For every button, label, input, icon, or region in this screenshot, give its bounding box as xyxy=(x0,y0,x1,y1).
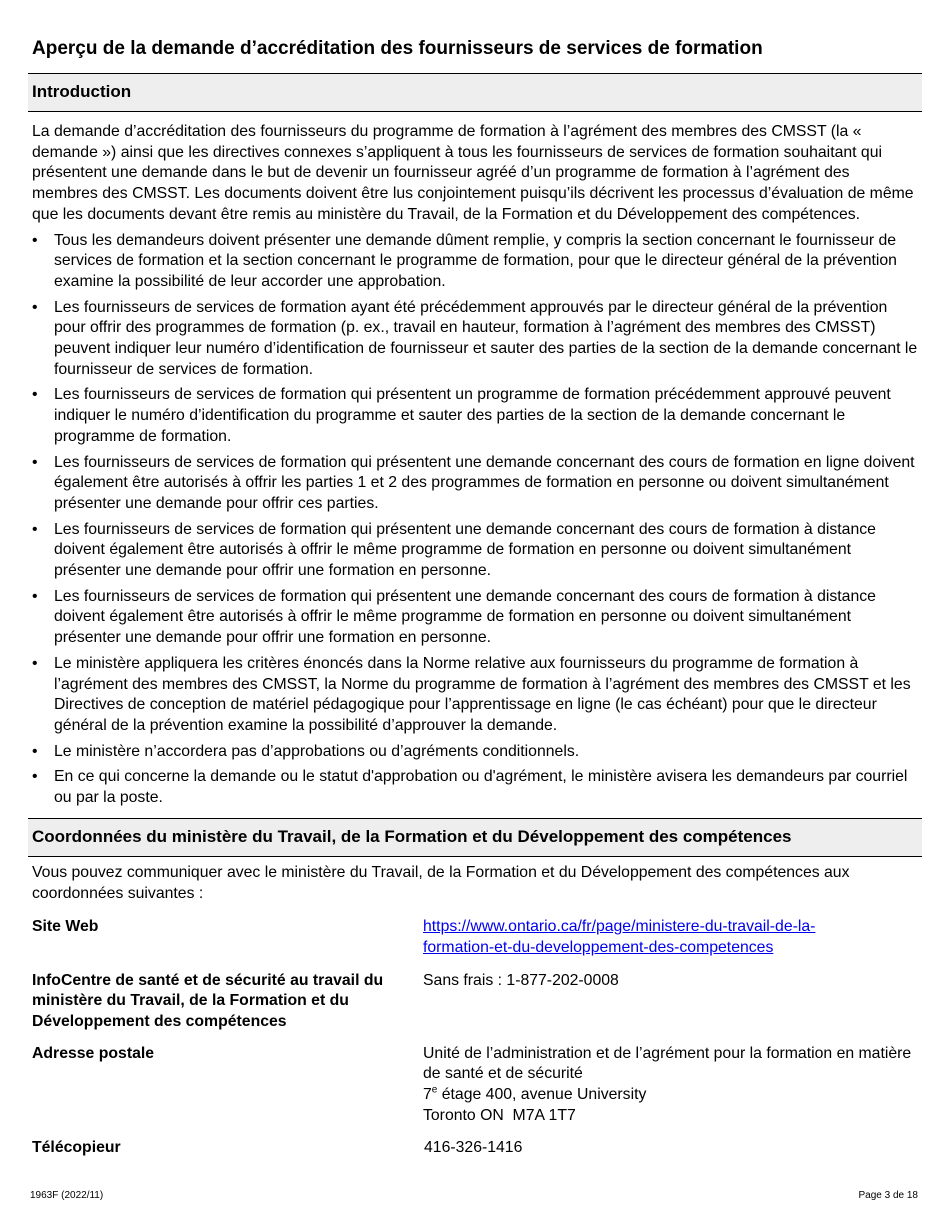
document-title: Aperçu de la demande d’accréditation des fournisseurs de services de formation xyxy=(32,38,763,59)
introduction-heading: Introduction xyxy=(28,73,922,112)
address-street: étage 400, avenue University xyxy=(437,1086,647,1104)
form-number: 1963F (2022/11) xyxy=(30,1190,104,1201)
introduction-section xyxy=(28,112,922,818)
infocentre-phone: Sans frais : 1-877-202-0008 xyxy=(423,971,619,989)
fax-label: Télécopieur xyxy=(32,1138,121,1156)
address-line-3: Toronto ON M7A 1T7 xyxy=(423,1106,576,1124)
bullet-item: • En ce qui concerne la demande ou le statut d'approbation ou d'agrément, le ministère avisera les demandeurs par courriel ou par la poste. xyxy=(32,767,918,808)
document-page xyxy=(28,0,922,1158)
address-value xyxy=(423,1044,918,1127)
website-value xyxy=(423,917,918,958)
bullet-item: • Les fournisseurs de services de formation qui présentent une demande concernant des cours de formation en ligne doivent également être autorisés à offrir les parties 1 et 2 des programmes de formation en personne ou doivent simultanément présenter une demande pour offrir ces parties. xyxy=(32,453,918,515)
website-label: Site Web xyxy=(32,918,99,936)
contact-section xyxy=(28,857,922,1158)
fax-value: 416-326-1416 xyxy=(424,1138,523,1156)
page-number: Page 3 de 18 xyxy=(858,1190,918,1201)
infocentre-label: InfoCentre de santé et de sécurité au travail du ministère du Travail, de la Formation et du Développement des compétences xyxy=(32,971,384,1031)
address-line-1: Unité de l’administration et de l’agrément pour la formation en matière de santé et de sécurité xyxy=(423,1044,912,1083)
introduction-paragraph: La demande d’accréditation des fournisseurs du programme de formation à l’agrément des membres des CMSST (la « demande ») ainsi que les directives connexes s’appliquent à tous les fournisseurs de services de formation souhaitant qui présentent une demande dans le but de devenir un fournisseur agréé d’un programme de formation à l’agrément des membres des CMSST. Les documents doivent être lus conjointement puisqu’ils décrivent les processus d’évaluation de même que les documents devant être remis au ministère du Travail, de la Formation et du Développement des compétences. xyxy=(32,123,914,223)
contact-table xyxy=(28,917,922,1158)
website-url-line1: https://www.ontario.ca/fr/page/ministere-du-travail-de-la- xyxy=(423,918,816,936)
contact-intro: Vous pouvez communiquer avec le ministère du Travail, de la Formation et du Développement des compétences aux coordonnées suivantes : xyxy=(32,863,850,902)
bullet-item: • Tous les demandeurs doivent présenter une demande dûment remplie, y compris la section concernant le fournisseur de services de formation et la section concernant le programme de formation, pour que le directeur général de la prévention examine la possibilité de leur accorder une approbation. xyxy=(32,231,918,293)
contact-row-infocentre xyxy=(28,971,922,1033)
bullet-item: • Les fournisseurs de services de formation qui présentent un programme de formation précédemment approuvé peuvent indiquer le numéro d’identification du programme et sauter des parties de la section de la demande concernant le programme de formation. xyxy=(32,385,918,447)
address-floor-number: 7 xyxy=(423,1086,432,1104)
bullet-item: • Les fournisseurs de services de formation qui présentent une demande concernant des cours de formation à distance doivent également être autorisés à offrir le même programme de formation en personne ou doivent simultanément présenter une demande pour offrir une formation en personne. xyxy=(32,520,918,582)
bullet-item: • Les fournisseurs de services de formation qui présentent une demande concernant des cours de formation à distance doivent également être autorisés à offrir le même programme de formation en personne ou doivent simultanément présenter une demande pour offrir une formation en personne. xyxy=(32,587,918,649)
contact-row-website xyxy=(28,917,922,958)
bullet-item: • Les fournisseurs de services de formation ayant été précédemment approuvés par le directeur général de la prévention pour offrir des programmes de formation (p. ex., travail en hauteur, formation à l’agrément des membres des CMSST) peuvent indiquer leur numéro d’identification de fournisseur et sauter des parties de la section de la demande concernant le fournisseur de services de formation. xyxy=(32,298,918,381)
address-label: Adresse postale xyxy=(32,1044,155,1062)
website-url-line2: formation-et-du-developpement-des-competences xyxy=(423,938,774,956)
contact-row-address xyxy=(28,1044,922,1127)
website-link[interactable] xyxy=(423,918,815,956)
contact-heading: Coordonnées du ministère du Travail, de la Formation et du Développement des compétences xyxy=(28,818,922,857)
bullet-item: • Le ministère n’accordera pas d’approbations ou d’agréments conditionnels. xyxy=(32,742,918,763)
introduction-bullet-list xyxy=(32,231,918,818)
address-line-2 xyxy=(423,1085,918,1106)
address-floor-suffix: e xyxy=(431,1084,438,1096)
contact-row-fax xyxy=(28,1138,922,1159)
bullet-item: • Le ministère appliquera les critères énoncés dans la Norme relative aux fournisseurs du programme de formation à l’agrément des membres des CMSST, la Norme du programme de formation à l’agrément des membres des CMSST et les Directives de conception de matériel pédagogique pour l’apprentissage en ligne (le cas échéant) pour que le directeur général de la prévention examine la possibilité d’approuver la demande. xyxy=(32,654,918,737)
